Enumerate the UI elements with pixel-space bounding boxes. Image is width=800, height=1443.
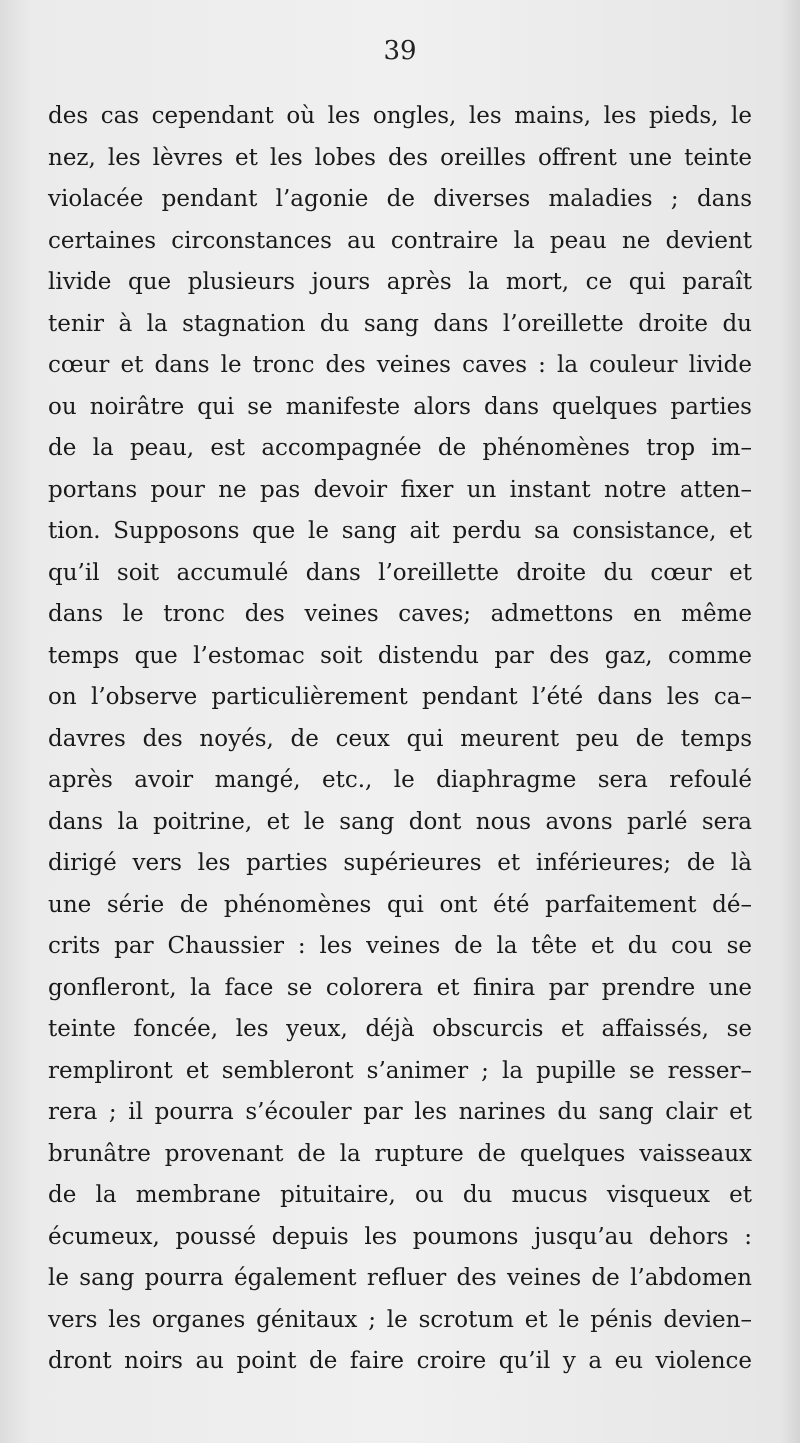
text-line: dans le tronc des veines caves; admettons en même (48, 601, 752, 627)
text-line: rempliront et sembleront s’animer ; la pupille se resser– (48, 1057, 752, 1084)
text-line: des cas cependant où les ongles, les mains, les pieds, le (48, 103, 752, 129)
text-line: nez, les lèvres et les lobes des oreilles offrent une teinte (48, 144, 752, 171)
text-line: temps que l’estomac soit distendu par des gaz, comme (48, 642, 752, 669)
text-line: teinte foncée, les yeux, déjà obscurcis et affaissés, se (48, 1016, 752, 1042)
text-line: écumeux, poussé depuis les poumons jusqu’au dehors : (48, 1223, 752, 1250)
text-line: après avoir mangé, etc., le diaphragme sera refoulé (48, 767, 752, 793)
text-line: ou noirâtre qui se manifeste alors dans quelques parties (48, 393, 752, 420)
text-line: livide que plusieurs jours après la mort, ce qui paraît (48, 269, 752, 295)
text-line: qu’il soit accumulé dans l’oreillette droite du cœur et (48, 559, 752, 586)
text-line: gonfleront, la face se colorera et finira par prendre une (48, 974, 752, 1001)
text-line: de la membrane pituitaire, ou du mucus visqueux et (48, 1182, 752, 1208)
text-line: certaines circonstances au contraire la peau ne devient (48, 227, 752, 254)
text-line: une série de phénomènes qui ont été parfaitement dé– (48, 891, 752, 918)
text-line: dront noirs au point de faire croire qu’il y a eu violence (48, 1348, 752, 1374)
text-line: davres des noyés, de ceux qui meurent peu de temps (48, 725, 752, 752)
text-line: crits par Chaussier : les veines de la tête et du cou se (48, 933, 752, 959)
body-text (48, 96, 752, 1383)
text-line: portans pour ne pas devoir fixer un instant notre atten– (48, 476, 752, 503)
text-line: on l’observe particulièrement pendant l’été dans les ca– (48, 684, 752, 710)
text-line: tion. Supposons que le sang ait perdu sa consistance, et (48, 518, 752, 544)
text-line: de la peau, est accompagnée de phénomènes trop im– (48, 435, 752, 461)
text-line: rera ; il pourra s’écouler par les narines du sang clair et (48, 1099, 752, 1125)
text-line: brunâtre provenant de la rupture de quelques vaisseaux (48, 1140, 752, 1167)
text-line: cœur et dans le tronc des veines caves : la couleur livide (48, 352, 752, 378)
text-line: le sang pourra également refluer des veines de l’abdomen (48, 1265, 752, 1291)
text-line: vers les organes génitaux ; le scrotum et le pénis devien– (48, 1306, 752, 1333)
text-line: violacée pendant l’agonie de diverses maladies ; dans (48, 186, 752, 212)
text-line: tenir à la stagnation du sang dans l’oreillette droite du (48, 310, 752, 337)
text-line: dirigé vers les parties supérieures et inférieures; de là (48, 850, 752, 876)
text-line: dans la poitrine, et le sang dont nous avons parlé sera (48, 808, 752, 835)
page-number: 39 (383, 36, 417, 66)
